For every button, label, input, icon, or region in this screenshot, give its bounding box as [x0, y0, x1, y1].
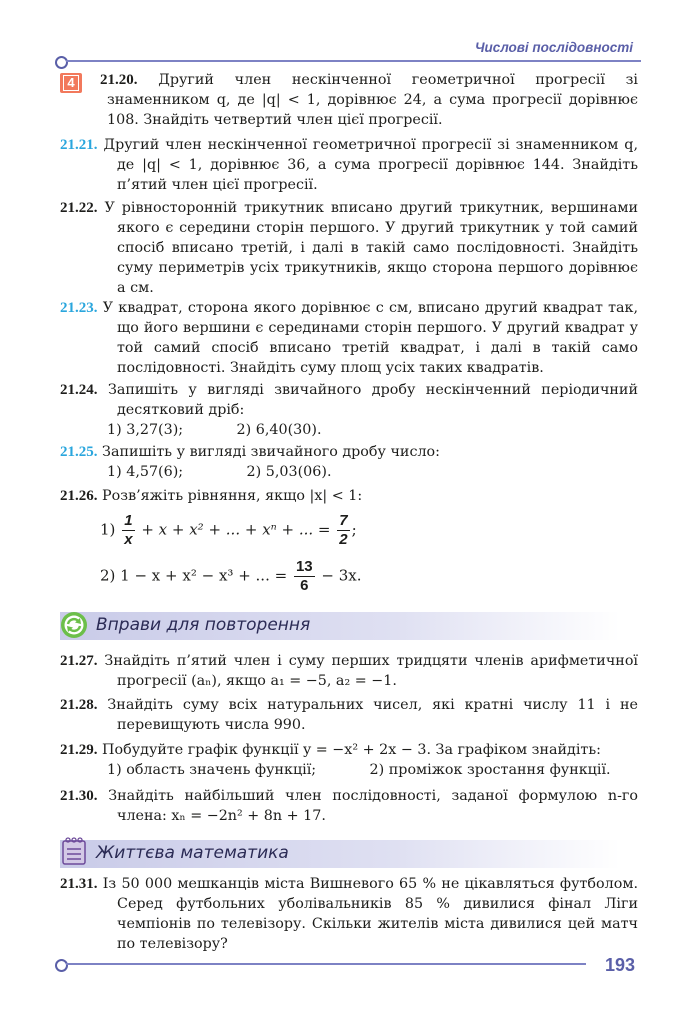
problem-number: 21.29. — [60, 742, 98, 758]
footer-rule — [66, 963, 586, 965]
equation-2: 2) 1 − x + x² − x³ + ... = $\frac{13}{6}$ − 3x. — [100, 558, 362, 594]
problem-text: Другий член нескінченної геометричної прогресії зі знаменником q, де |q| < 1, дорівнює 36, а сума прогресії дорівнює 144. Знайдіть п’ятий член цієї прогресії. — [103, 137, 638, 193]
problem-21-29 — [60, 740, 638, 780]
page-number: 193 — [604, 955, 635, 975]
problem-21-22 — [60, 198, 638, 298]
problem-text: Знайдіть суму всіх натуральних чисел, які кратні числу 11 і не перевищують числа 990. — [107, 697, 638, 733]
problem-21-27 — [60, 651, 638, 691]
section-review-title: Вправи для повторення — [96, 615, 311, 635]
problem-number: 21.30. — [60, 788, 98, 804]
problem-21-25 — [60, 442, 638, 482]
problem-number: 21.24. — [60, 382, 98, 398]
problem-21-28 — [60, 695, 638, 735]
answer-option-1: 1) 4,57(6); — [107, 464, 184, 480]
section-life-title: Життєва математика — [96, 843, 289, 863]
problem-text: У рівносторонній трикутник вписано другий трикутник, вершинами якого є середини сторін першого. У другий трикутник у той самий спосіб вписано третій, і далі в такій само послідовності. Знайдіть суму периметрів усіх трикутників, якщо сторона першого дорівнює a см. — [104, 200, 638, 296]
page-header-title: Числові послідовності — [475, 40, 633, 55]
problem-text: Другий член нескінченної геометричної прогресії зі знаменником q, де |q| < 1, дорівнює 24, а сума прогресії дорівнює 108. Знайдіть четвертий член цієї прогресії. — [107, 72, 638, 128]
problem-text: Знайдіть п’ятий член і суму перших тридцяти членів арифметичної прогресії (aₙ), якщо a₁ = −5, a₂ = −1. — [104, 653, 638, 689]
answer-option-1: 1) область значень функції; — [107, 762, 317, 778]
problem-21-31 — [60, 874, 638, 954]
problem-number: 21.23. — [60, 300, 98, 316]
problem-number: 21.27. — [60, 653, 98, 669]
problem-21-26 — [60, 486, 638, 506]
recycle-circle-icon — [60, 611, 88, 639]
problem-21-20 — [60, 70, 638, 130]
fraction: $\frac{13}{6}$ — [295, 558, 313, 594]
problem-number: 21.21. — [60, 137, 98, 153]
problem-number: 21.26. — [60, 488, 98, 504]
problem-text: Знайдіть найбільший член послідовності, заданої формулою n-го члена: xₙ = −2n² + 8n + 17. — [108, 788, 638, 824]
problem-21-23 — [60, 298, 638, 378]
equation-1: 1) $\frac{1}{x}$ + x + x² + ... + xⁿ + ... = $\frac{7}{2}$ ; — [100, 512, 357, 548]
problem-text: У квадрат, сторона якого дорівнює c см, вписано другий квадрат так, що його вершини є серединами сторін першого. У другий квадрат у той самий спосіб вписано третій квадрат, і далі в такій само послідовності. Знайдіть суму площ усіх таких квадратів. — [102, 300, 638, 376]
header-rule — [66, 60, 641, 62]
problem-number: 21.31. — [60, 876, 98, 892]
difficulty-badge: 4 — [60, 73, 82, 93]
problem-number: 21.20. — [100, 72, 138, 88]
problem-number: 21.25. — [60, 444, 98, 460]
answer-option-1: 1) 3,27(3); — [107, 422, 184, 438]
answer-option-2: 2) 6,40(30). — [236, 422, 322, 438]
notepad-icon — [60, 836, 88, 866]
problem-number: 21.28. — [60, 697, 98, 713]
header-rule-dot — [55, 56, 68, 69]
problem-21-21 — [60, 135, 638, 195]
problem-text: Запишіть у вигляді звичайного дробу нескінченний періодичний десятковий дріб: — [107, 382, 638, 418]
answer-option-2: 2) 5,03(06). — [246, 464, 332, 480]
footer-rule-dot — [55, 959, 68, 972]
fraction: $\frac{7}{2}$ — [339, 512, 348, 548]
problem-text: Запишіть у вигляді звичайного дробу число: — [102, 444, 440, 460]
problem-21-30 — [60, 786, 638, 826]
fraction: $\frac{1}{x}$ — [124, 512, 133, 548]
problem-text: Розв’яжіть рівняння, якщо |x| < 1: — [102, 488, 363, 504]
answer-option-2: 2) проміжок зростання функції. — [369, 762, 611, 778]
problem-text: Побудуйте графік функції y = −x² + 2x − 3. За графіком знайдіть: — [102, 742, 601, 758]
problem-21-24 — [60, 380, 638, 440]
problem-number: 21.22. — [60, 200, 98, 216]
problem-text: Із 50 000 мешканців міста Вишневого 65 % не цікавляться футболом. Серед футбольних уболівальників 85 % дивилися фінал Ліги чемпіонів по телевізору. Скільки жителів міста дивилися цей матч по телевізору? — [102, 876, 638, 952]
